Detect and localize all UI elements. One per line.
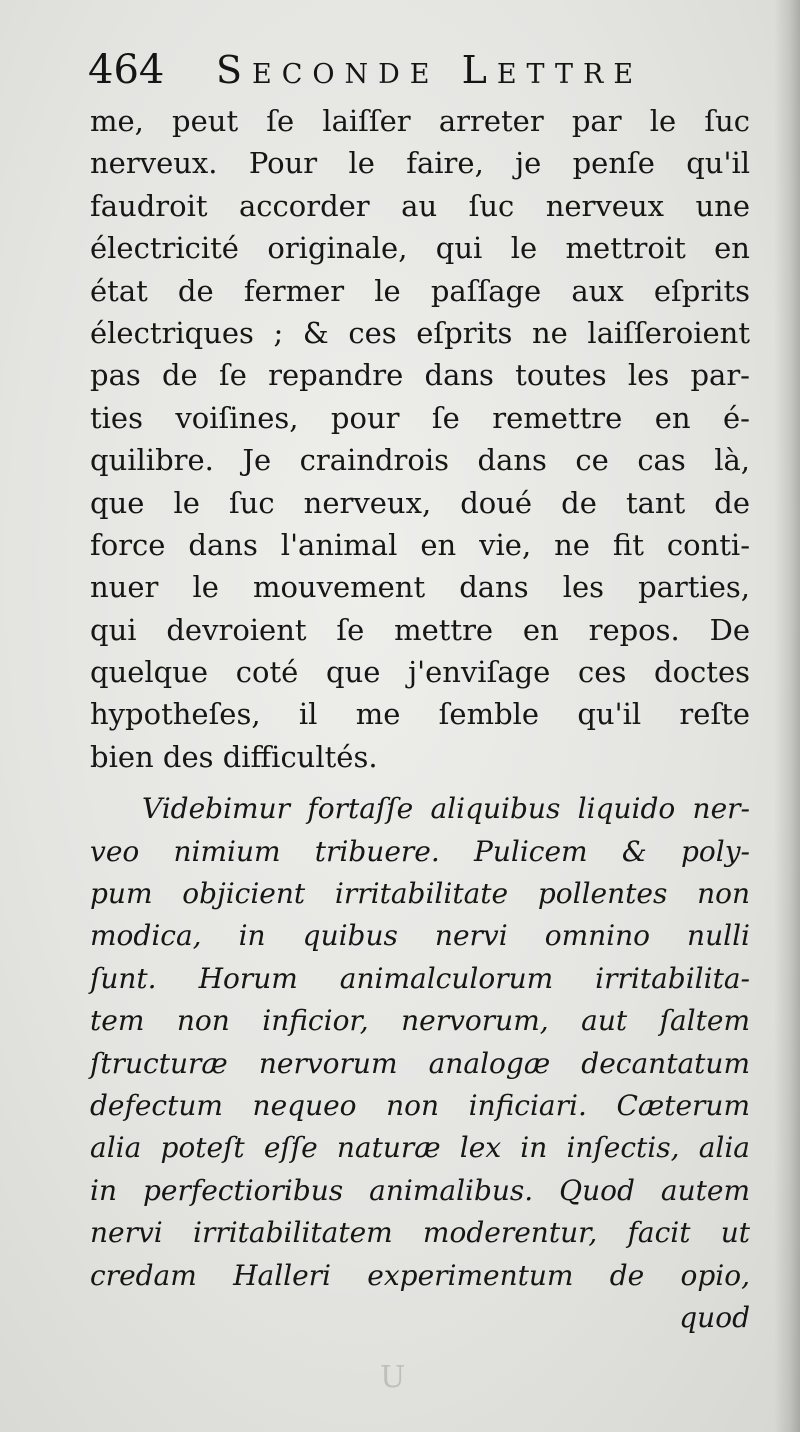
text-line: hypotheſes, il me ſemble qu'il reſte: [90, 697, 750, 732]
text-line: quelque coté que j'enviſage ces doctes: [90, 655, 750, 690]
text-line: bien des difficultés.: [90, 739, 378, 774]
catchword: quod: [679, 1300, 750, 1334]
text-line: alia poteſt eſſe naturæ lex in inſectis, alia: [90, 1131, 750, 1165]
text-line: nuer le mouvement dans les parties,: [90, 570, 750, 605]
text-line: ties voiſines, pour ſe remettre en é-: [90, 400, 750, 435]
text-line: électriques ; & ces eſprits ne laiſſeroient: [90, 315, 750, 350]
running-head: Seconde Lettre: [216, 48, 644, 92]
text-line: force dans l'animal en vie, ne fit conti-: [90, 527, 750, 562]
latin-paragraph: [90, 788, 750, 1339]
text-line: nervi irritabilitatem moderentur, facit ut: [90, 1216, 750, 1250]
text-line: électricité originale, qui le mettroit en: [90, 231, 750, 266]
gutter-shadow: [774, 0, 800, 1432]
text-line: credam Halleri experimentum de opio,: [90, 1258, 750, 1292]
signature-mark: U: [380, 1360, 406, 1395]
text-line: que le ſuc nerveux, doué de tant de: [90, 485, 750, 520]
text-line: ſtructuræ nervorum analogæ decantatum: [90, 1046, 750, 1080]
text-line: état de fermer le paſſage aux eſprits: [90, 273, 750, 308]
text-line: quilibre. Je craindrois dans ce cas là,: [90, 443, 750, 478]
page-number: 464: [88, 47, 165, 93]
text-line: defectum nequeo non inficiari. Cæterum: [90, 1088, 750, 1122]
text-line: Videbimur fortaſſe aliquibus liquido ner-: [142, 792, 750, 826]
text-line: veo nimium tribuere. Pulicem & poly-: [90, 834, 750, 868]
text-line: pum objicient irritabilitate pollentes non: [90, 877, 750, 911]
french-paragraph: [90, 100, 750, 778]
text-line: me, peut ſe laiſſer arreter par le ſuc: [90, 104, 750, 138]
text-line: nerveux. Pour le faire, je penſe qu'il: [90, 146, 750, 181]
text-line: ſunt. Horum animalculorum irritabilita-: [90, 961, 750, 995]
body-text: [90, 100, 750, 1339]
text-line: faudroit accorder au ſuc nerveux une: [90, 188, 750, 223]
text-line: qui devroient ſe mettre en repos. De: [90, 612, 750, 647]
page-header: [88, 40, 648, 100]
text-line: in perfectioribus animalibus. Quod autem: [90, 1173, 750, 1207]
text-line: tem non inficior, nervorum, aut ſaltem: [90, 1004, 750, 1038]
text-line: pas de ſe repandre dans toutes les par-: [90, 358, 750, 393]
text-line: modica, in quibus nervi omnino nulli: [90, 919, 750, 953]
